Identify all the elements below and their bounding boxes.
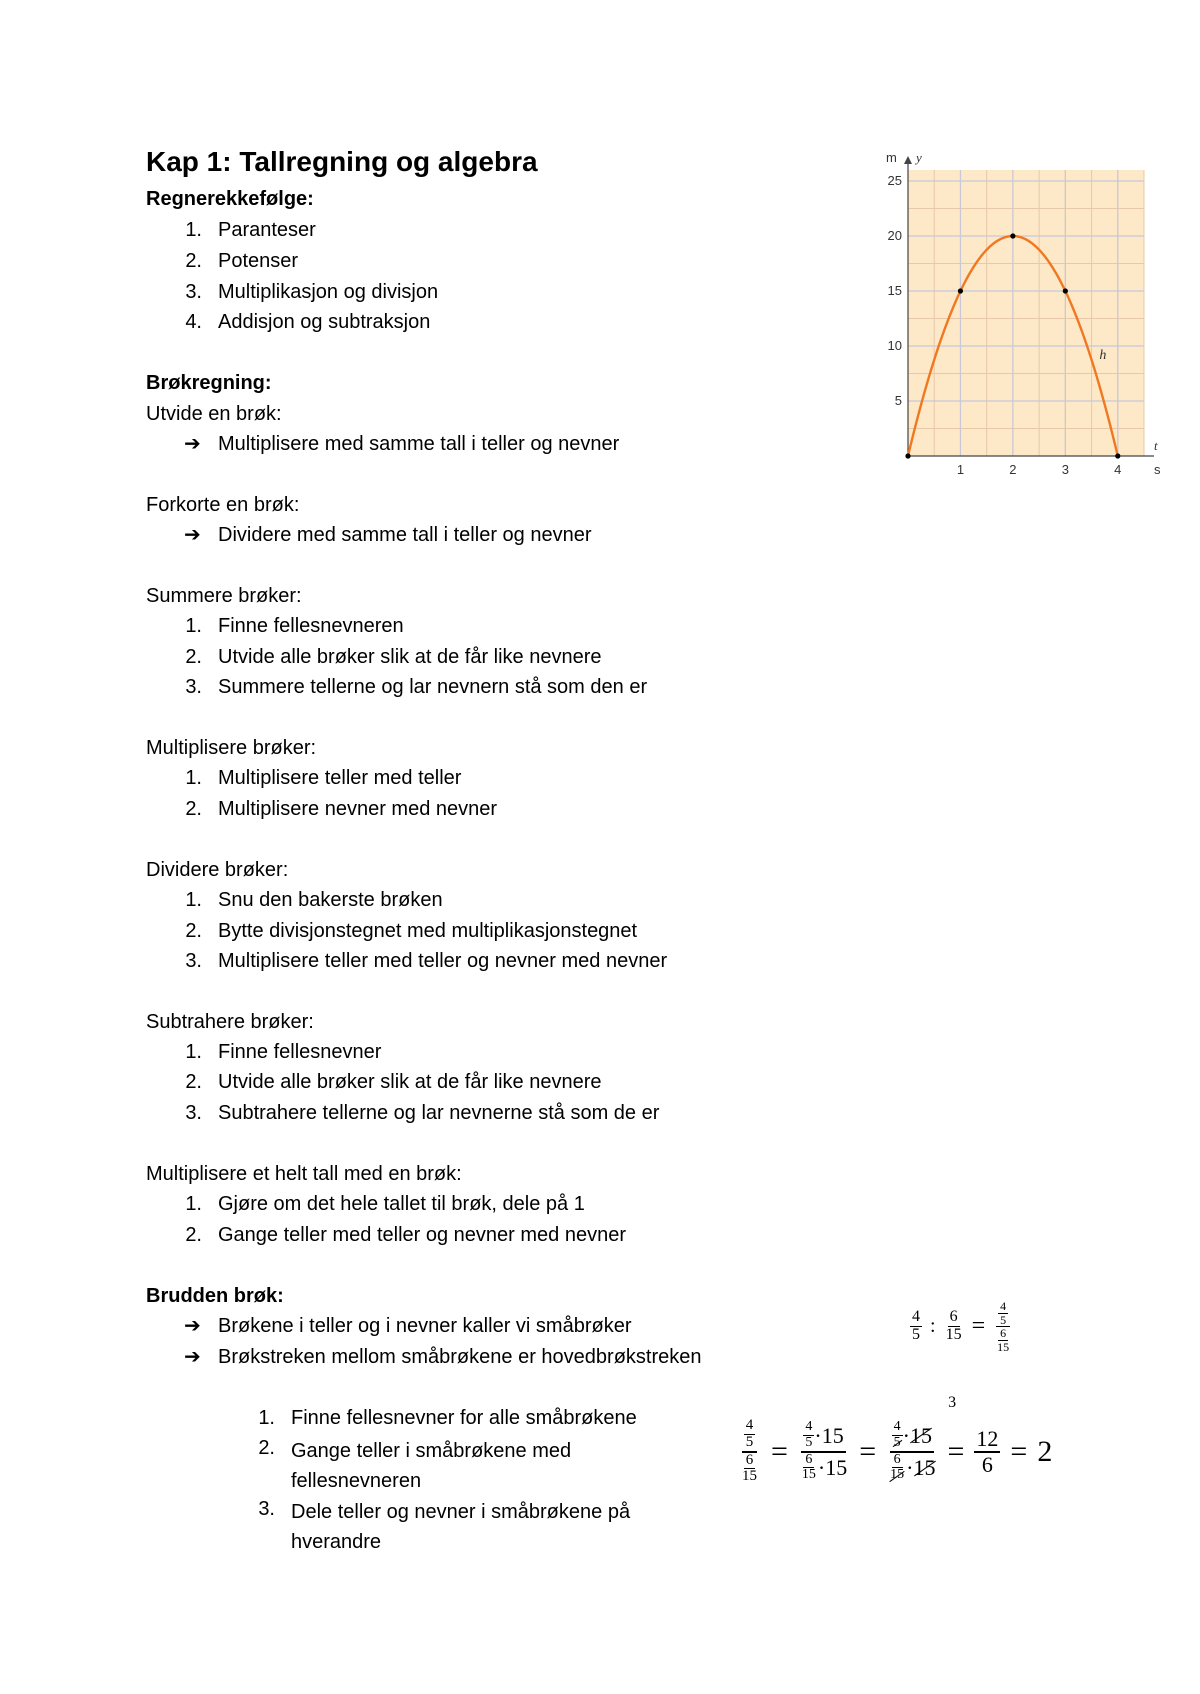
subheading-forkorte: Forkorte en brøk: bbox=[146, 494, 300, 516]
list-number: 2. bbox=[185, 1071, 202, 1093]
x-tick-label: 3 bbox=[1061, 462, 1069, 477]
arrow-icon: ➔ bbox=[184, 1346, 201, 1368]
list-item: Finne fellesnevner for alle småbrøkene bbox=[291, 1407, 637, 1429]
list-number: 2. bbox=[185, 798, 202, 820]
y-var-label: y bbox=[916, 150, 922, 165]
result-value: 2 bbox=[1037, 1434, 1053, 1468]
list-number: 1. bbox=[185, 1041, 202, 1063]
x-tick-label: 2 bbox=[1009, 462, 1017, 477]
list-item: Utvide alle brøker slik at de får like nevnere bbox=[218, 646, 602, 668]
list-item: Utvide alle brøker slik at de får like nevnere bbox=[218, 1071, 602, 1093]
list-item: Multiplisere teller med teller og nevner med nevner bbox=[218, 950, 668, 972]
arrow-icon: ➔ bbox=[184, 1315, 201, 1337]
list-item: Dele teller og nevner i småbrøkene på hverandre bbox=[291, 1501, 631, 1553]
y-tick-label: 20 bbox=[887, 228, 902, 243]
compound-fraction: $\frac{\frac{4}{5}}{\frac{6}{15}}$ bbox=[997, 1299, 1010, 1354]
parabola-chart bbox=[870, 150, 1170, 480]
list-number: 1. bbox=[185, 219, 202, 241]
list-item: Bytte divisjonstegnet med multiplikasjonstegnet bbox=[218, 920, 638, 942]
cancelled-fraction: 3 $\frac{4}{5}$ · 15 $\frac{6}{15}$ · 15 bbox=[890, 1394, 957, 1483]
list-number: 2. bbox=[258, 1437, 275, 1459]
y-tick-label: 15 bbox=[887, 283, 902, 298]
list-number: 3. bbox=[258, 1498, 275, 1520]
formula-division: $\frac{4}{5}$ : $\frac{6}{15}$ = $\frac{\frac{4}{5}}{\frac{6}{15}}$ bbox=[910, 1300, 1013, 1353]
y-tick-label: 5 bbox=[894, 393, 902, 408]
list-item: Finne fellesnevner bbox=[218, 1041, 382, 1063]
list-number: 1. bbox=[185, 615, 202, 637]
fraction: $\frac{6}{15}$ bbox=[945, 1308, 962, 1344]
subheading-multiplisere: Multiplisere brøker: bbox=[146, 737, 317, 759]
section-heading-regnerekkefolge: Regnerekkefølge: bbox=[146, 188, 314, 210]
rule-text: Brøkene i teller og i nevner kaller vi småbrøker bbox=[218, 1315, 632, 1337]
arrow-icon: ➔ bbox=[184, 433, 201, 455]
x-tick-label: 1 bbox=[956, 462, 965, 477]
data-point bbox=[1115, 453, 1120, 458]
data-point bbox=[1010, 233, 1015, 238]
page-title: Kap 1: Tallregning og algebra bbox=[146, 146, 538, 177]
subheading-utvide: Utvide en brøk: bbox=[146, 403, 282, 425]
list-item: Gange teller med teller og nevner med nevner bbox=[218, 1224, 627, 1246]
list-item: Summere tellerne og lar nevnern stå som den er bbox=[218, 676, 648, 698]
list-number: 3. bbox=[185, 676, 202, 698]
list-number: 1. bbox=[185, 889, 202, 911]
y-unit-label: m bbox=[886, 150, 897, 165]
rule-text: Dividere med samme tall i teller og nevner bbox=[218, 524, 592, 546]
compound-fraction: $\frac{4}{5}$ ·15 $\frac{6}{15}$ ·15 bbox=[801, 1419, 848, 1483]
section-heading-brudden: Brudden brøk: bbox=[146, 1285, 284, 1307]
list-number: 1. bbox=[185, 767, 202, 789]
x-var-label: t bbox=[1154, 438, 1158, 453]
list-item: Gange teller i småbrøkene med fellesnevneren bbox=[291, 1440, 572, 1492]
list-number: 3. bbox=[185, 281, 202, 303]
list-item: Gjøre om det hele tallet til brøk, dele på 1 bbox=[218, 1193, 585, 1215]
list-number: 2. bbox=[185, 1224, 202, 1246]
y-axis-arrow bbox=[904, 156, 912, 164]
subheading-heltall: Multiplisere et helt tall med en brøk: bbox=[146, 1163, 462, 1185]
y-tick-label: 25 bbox=[887, 173, 902, 188]
formula-complex-fraction: $\frac{\frac{4}{5}}{\frac{6}{15}}$ = $\frac{4}{5}$ ·15 $\frac{6}{15}$ ·15 = 3 $\frac{4}{5}$ · 15 $\frac{6}{15}$ · 15 = $\frac{12}{6}$ = 2 bbox=[738, 1418, 1052, 1485]
fraction: $\frac{4}{5}$ bbox=[912, 1308, 920, 1344]
list-item: Potenser bbox=[218, 250, 299, 272]
compound-fraction: $\frac{\frac{4}{5}}{\frac{6}{15}}$ bbox=[742, 1417, 757, 1485]
data-point bbox=[905, 453, 910, 458]
list-item: Addisjon og subtraksjon bbox=[218, 311, 431, 333]
list-number: 3. bbox=[185, 950, 202, 972]
list-item: Multiplikasjon og divisjon bbox=[218, 281, 439, 303]
subheading-summere: Summere brøker: bbox=[146, 585, 302, 607]
section-heading-brokregning: Brøkregning: bbox=[146, 372, 272, 394]
rule-text: Brøkstreken mellom småbrøkene er hovedbrøkstreken bbox=[218, 1346, 702, 1368]
y-tick-label: 10 bbox=[887, 338, 902, 353]
subheading-subtrahere: Subtrahere brøker: bbox=[146, 1011, 314, 1033]
list-item: Snu den bakerste brøken bbox=[218, 889, 443, 911]
list-number: 2. bbox=[185, 646, 202, 668]
list-item: Subtrahere tellerne og lar nevnerne stå som de er bbox=[218, 1102, 660, 1124]
list-number: 3. bbox=[185, 1102, 202, 1124]
list-item: Paranteser bbox=[218, 219, 316, 241]
x-tick-label: 4 bbox=[1114, 462, 1122, 477]
list-number: 1. bbox=[258, 1407, 275, 1429]
curve-label: h bbox=[1099, 348, 1107, 364]
list-number: 1. bbox=[185, 1193, 202, 1215]
plot-background bbox=[908, 170, 1144, 456]
rule-text: Multiplisere med samme tall i teller og nevner bbox=[218, 433, 620, 455]
subheading-dividere: Dividere brøker: bbox=[146, 859, 289, 881]
list-number: 2. bbox=[185, 250, 202, 272]
list-number: 2. bbox=[185, 920, 202, 942]
fraction: $\frac{12}{6}$ bbox=[976, 1426, 999, 1477]
list-item: Multiplisere nevner med nevner bbox=[218, 798, 498, 820]
data-point bbox=[958, 288, 963, 293]
data-point bbox=[1063, 288, 1068, 293]
list-number: 4. bbox=[185, 311, 202, 333]
arrow-icon: ➔ bbox=[184, 524, 201, 546]
x-unit-label: s bbox=[1154, 462, 1161, 477]
list-item: Finne fellesnevneren bbox=[218, 615, 404, 637]
list-item: Multiplisere teller med teller bbox=[218, 767, 462, 789]
